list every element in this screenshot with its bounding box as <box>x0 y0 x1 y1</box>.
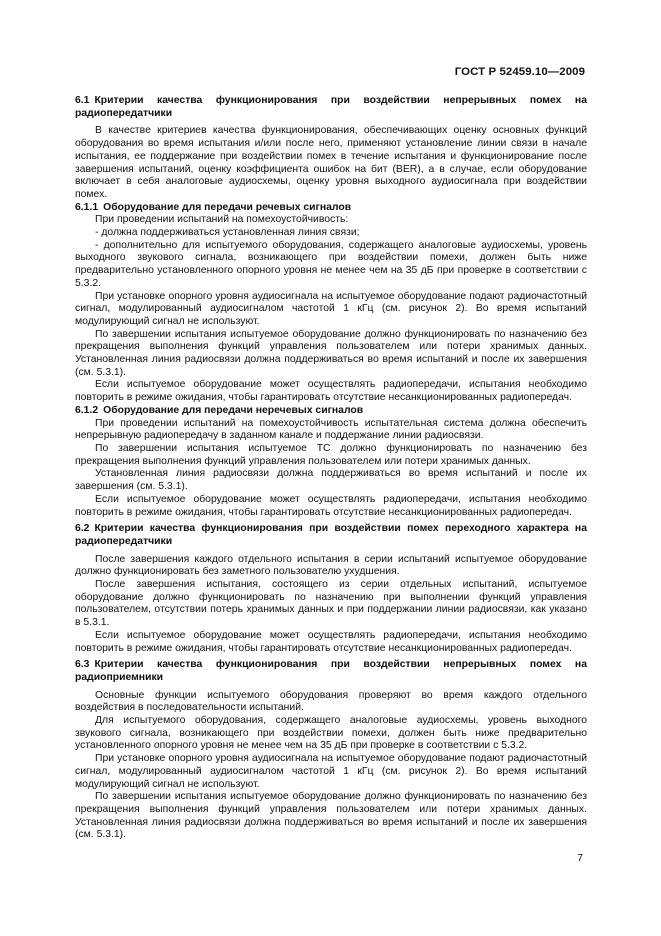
subsection-heading-6-1-1 <box>75 202 587 215</box>
list-item: - должна поддерживаться установленная линия связи; <box>95 227 360 239</box>
section-title: Критерии качества функционирования при воздействии непрерывных помех на радиоприемники <box>75 659 587 683</box>
section-heading-6-1 <box>75 95 587 120</box>
page-body <box>75 95 587 842</box>
paragraph: В качестве критериев качества функционирования, обеспечивающих оценку основных функций оборудования во время испытания и/или после него, применяют установление линии связи в начале испытания, ее поддержание при воздействии помех в течение испытания и функционирование после завершения испытаний, оценку коэффициента ошибок на бит (BER), а в случае, если оборудование включает в себя аналоговые аудиосхемы, оценку уровня выходного аудиосигнала при воздействии помех. <box>75 125 587 200</box>
paragraph: По завершении испытания испытуемое ТС должно функционировать по назначению без прекращения выполнения функций управления пользователем или потери хранимых данных. <box>75 442 587 467</box>
paragraph: Для испытуемого оборудования, содержащего аналоговые аудиосхемы, уровень выходного звукового сигнала, возникающего при воздействии помехи, должен быть ниже предварительно установленного опорного уровня не менее чем на 35 дБ при проверке в соответствии с 5.3.2. <box>75 715 587 752</box>
paragraph: При проведении испытаний на помехоустойчивость испытательная система должна обеспечить непрерывную радиопередачу в заданном канале и поддержание линии радиосвязи. <box>75 417 587 442</box>
paragraph: При проведении испытаний на помехоустойчивость: <box>95 214 349 226</box>
paragraph: Если испытуемое оборудование может осуществлять радиопередачи, испытания необходимо повторить в режиме ожидания, чтобы гарантировать отсутствие несанкционированных радиопередач. <box>75 493 587 518</box>
subsection-number: 6.1.2 <box>75 404 99 416</box>
section-heading-6-3 <box>75 659 587 684</box>
paragraph: Если испытуемое оборудование может осуществлять радиопередачи, испытания необходимо повторить в режиме ожидания, чтобы гарантировать отсутствие несанкционированных радиопередач. <box>75 379 587 404</box>
subsection-title: Оборудование для передачи неречевых сигналов <box>103 404 364 416</box>
page-number: 7 <box>577 853 583 864</box>
section-number: 6.3 <box>75 659 90 671</box>
section-number: 6.2 <box>75 523 90 535</box>
paragraph: По завершении испытания испытуемое оборудование должно функционировать по назначению без прекращения выполнения функций управления пользователем или потери хранимых данных. Установленная линия радиосвязи должна поддерживаться во время испытаний и после их завершения (см. 5.3.1). <box>75 328 587 378</box>
section-heading-6-2 <box>75 523 587 548</box>
subsection-number: 6.1.1 <box>75 201 99 213</box>
paragraph: Установленная линия радиосвязи должна поддерживаться во время испытаний и после их завершения (см. 5.3.1). <box>75 468 587 493</box>
paragraph: После завершения каждого отдельного испытания в серии испытаний испытуемое оборудование должно функционировать без заметного пользователю ухудшения. <box>75 553 587 578</box>
list-item: - дополнительно для испытуемого оборудования, содержащего аналоговые аудиосхемы, уровень выходного звукового сигнала, возникающего при воздействии помехи, должен быть ниже предварительно установленного опорного уровня не менее чем на 35 дБ при проверке в соответствии с 5.3.2. <box>75 239 587 289</box>
document-code: ГОСТ Р 52459.10—2009 <box>454 66 585 78</box>
section-title: Критерии качества функционирования при воздействии помех переходного характера на радиопередатчики <box>75 523 587 547</box>
section-number: 6.1 <box>75 95 90 106</box>
paragraph: По завершении испытания испытуемое оборудование должно функционировать по назначению без прекращения выполнения функций управления пользователем или потери хранимых данных. Установленная линия радиосвязи должна поддерживаться во время испытаний и после их завершения (см. 5.3.1). <box>75 791 587 841</box>
paragraph: После завершения испытания, состоящего из серии отдельных испытаний, испытуемое оборудование должно функционировать по назначению при выполнении функций управления пользователем, отсутствии потерь хранимых данных и при поддержании линии радиосвязи, как указано в 5.3.1. <box>75 579 587 629</box>
subsection-title: Оборудование для передачи речевых сигналов <box>103 201 352 213</box>
paragraph: Если испытуемое оборудование может осуществлять радиопередачи, испытания необходимо повторить в режиме ожидания, чтобы гарантировать отсутствие несанкционированных радиопередач. <box>75 629 587 654</box>
section-title: Критерии качества функционирования при воздействии непрерывных помех на радиопередатчики <box>75 95 587 119</box>
subsection-heading-6-1-2 <box>75 405 587 418</box>
paragraph: При установке опорного уровня аудиосигнала на испытуемое оборудование подают радиочастотный сигнал, модулированный аудиосигналом частотой 1 кГц (см. рисунок 2). Во время испытаний модулирующий сигнал не используют. <box>75 753 587 790</box>
paragraph: Основные функции испытуемого оборудования проверяют во время каждого отдельного воздействия в последовательности испытаний. <box>75 689 587 714</box>
paragraph: При установке опорного уровня аудиосигнала на испытуемое оборудование подают радиочастотный сигнал, модулированный аудиосигналом частотой 1 кГц (см. рисунок 2). Во время испытаний модулирующий сигнал не используют. <box>75 290 587 327</box>
